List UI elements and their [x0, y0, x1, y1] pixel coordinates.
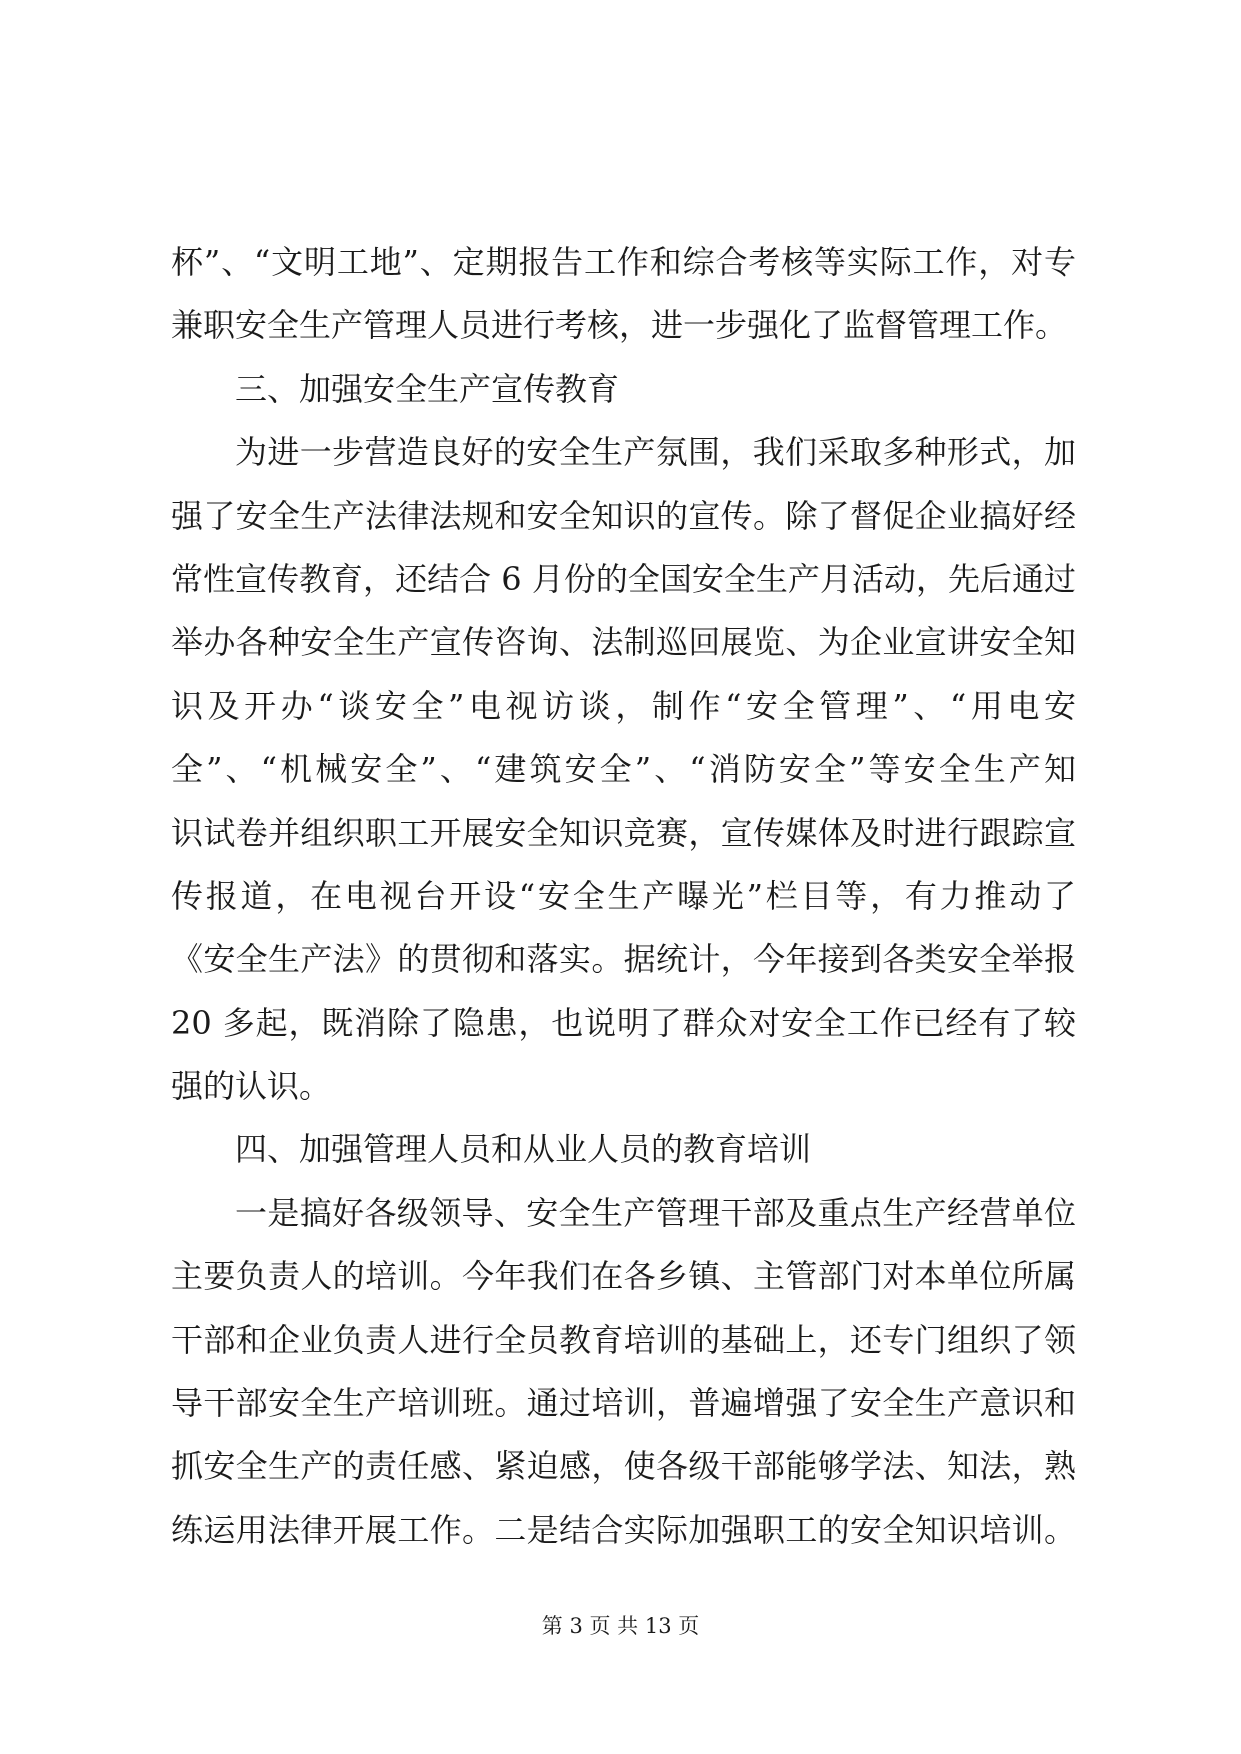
text-line: 兼职安全生产管理人员进行考核，进一步强化了监督管理工作。 — [171, 306, 1068, 345]
text-line: 导干部安全生产培训班。通过培训，普遍增强了安全生产意识和 — [171, 1384, 1076, 1423]
text-line: 全”、“机械安全”、“建筑安全”、“消防安全”等安全生产知 — [171, 750, 1076, 789]
body-text — [171, 231, 1076, 1562]
text-line: 识及开办“谈安全”电视访谈，制作“安全管理”、“用电安 — [171, 686, 1076, 725]
text-line: 《安全生产法》的贯彻和落实。据统计，今年接到各类安全举报 — [171, 940, 1076, 979]
text-line: 一是搞好各级领导、安全生产管理干部及重点生产经营单位 — [235, 1193, 1076, 1232]
text-line: 主要负责人的培训。今年我们在各乡镇、主管部门对本单位所属 — [171, 1257, 1076, 1296]
text-line: 强了安全生产法律法规和安全知识的宣传。除了督促企业搞好经 — [171, 496, 1076, 535]
text-line: 传报道，在电视台开设“安全生产曝光”栏目等，有力推动了 — [171, 876, 1076, 915]
section-heading: 四、加强管理人员和从业人员的教育培训 — [235, 1130, 812, 1169]
text-line: 强的认识。 — [171, 1067, 332, 1106]
text-line: 为进一步营造良好的安全生产氛围，我们采取多种形式，加 — [235, 433, 1076, 472]
text-line: 举办各种安全生产宣传咨询、法制巡回展览、为企业宣讲安全知 — [171, 623, 1076, 662]
text-line: 常性宣传教育，还结合 6 月份的全国安全生产月活动，先后通过 — [171, 559, 1076, 598]
page-number-footer: 第 3 页 共 13 页 — [541, 1614, 700, 1638]
text-line: 抓安全生产的责任感、紧迫感，使各级干部能够学法、知法，熟 — [171, 1447, 1076, 1486]
text-line: 识试卷并组织职工开展安全知识竞赛，宣传媒体及时进行跟踪宣 — [171, 813, 1076, 852]
text-line: 干部和企业负责人进行全员教育培训的基础上，还专门组织了领 — [171, 1320, 1076, 1359]
section-heading: 三、加强安全生产宣传教育 — [235, 369, 620, 408]
text-line: 杯”、“文明工地”、定期报告工作和综合考核等实际工作，对专 — [171, 243, 1076, 281]
text-line: 20 多起，既消除了隐患，也说明了群众对安全工作已经有了较 — [171, 1003, 1076, 1042]
text-line: 练运用法律开展工作。二是结合实际加强职工的安全知识培训。 — [171, 1510, 1076, 1549]
